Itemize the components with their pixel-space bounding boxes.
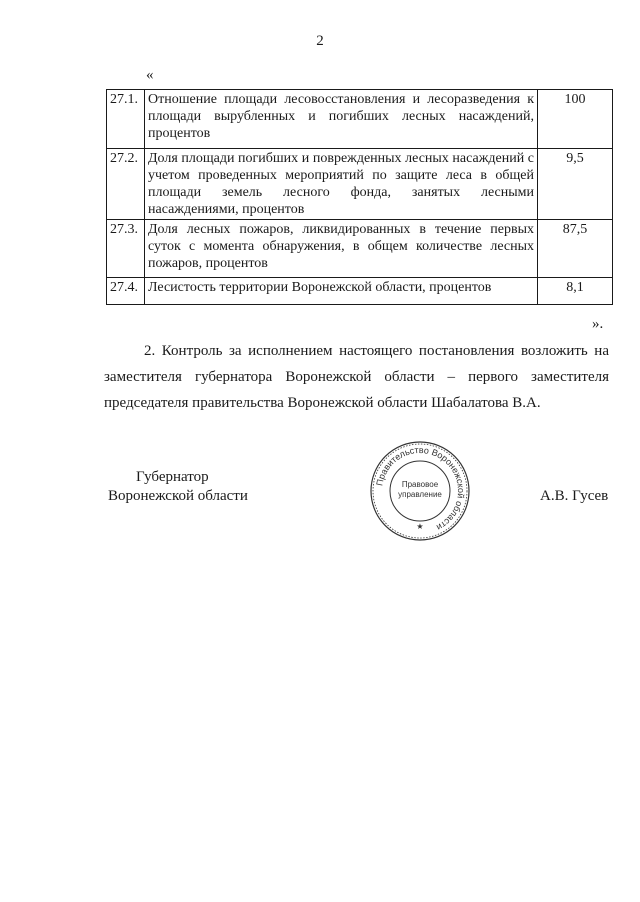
stamp-center-line2: управление (398, 490, 442, 499)
signatory-title: Губернатор (136, 469, 209, 485)
row-number: 27.3. (107, 220, 145, 278)
row-description: Отношение площади лесовосстановления и лесоразведения к площади вырубленных и погибших лесных насаждений, процентов (145, 90, 538, 149)
signatory-region: Воронежской области (108, 488, 248, 504)
indicators-table (106, 89, 613, 305)
approval-stamp (369, 440, 471, 542)
row-number: 27.4. (107, 278, 145, 305)
closing-quote-mark: ». (592, 316, 604, 332)
table-row (107, 149, 613, 220)
row-value: 8,1 (538, 278, 613, 305)
stamp-star-icon: ★ (416, 522, 424, 531)
table-row (107, 278, 613, 305)
row-value: 87,5 (538, 220, 613, 278)
signatory-name: А.В. Гусев (540, 488, 609, 504)
table-row (107, 90, 613, 149)
row-description: Лесистость территории Воронежской области, процентов (145, 278, 538, 305)
row-description: Доля площади погибших и поврежденных лесных насаждений с учетом проведенных мероприятий по защите леса в общей площади земель лесного фонда, занятых лесными насаждениями, процентов (145, 149, 538, 220)
row-value: 100 (538, 90, 613, 149)
opening-quote-mark: « (146, 67, 154, 83)
stamp-ring-text: Правительство Воронежской области (374, 444, 467, 533)
control-paragraph: 2. Контроль за исполнением настоящего постановления возложить на заместителя губернатора Воронежской области – первого заместителя председателя правительства Воронежской области Шабалатова В.А. (104, 343, 609, 411)
row-number: 27.1. (107, 90, 145, 149)
row-description: Доля лесных пожаров, ликвидированных в течение первых суток с момента обнаружения, в общем количестве лесных пожаров, процентов (145, 220, 538, 278)
row-number: 27.2. (107, 149, 145, 220)
stamp-center-line1: Правовое (401, 480, 439, 489)
row-value: 9,5 (538, 149, 613, 220)
page-number: 2 (316, 33, 324, 49)
table-row (107, 220, 613, 278)
